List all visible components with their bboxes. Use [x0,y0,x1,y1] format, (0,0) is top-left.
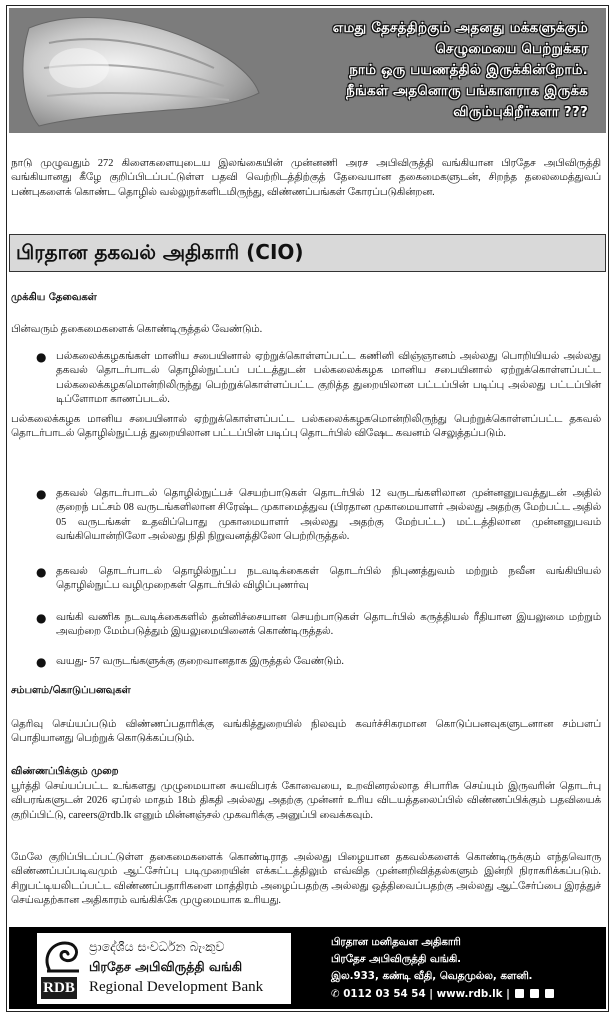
banner-line: விரும்புகிறீர்களா ??? [453,104,588,120]
banner-line: செழுமையை பெற்றுக்கர [435,41,588,57]
requirements-lead: பின்வரும் தகைமைகளைக் கொண்டிருத்தல் வேண்டும். [11,324,263,335]
requirement-item: வயது- 57 வருடங்களுக்கு குறைவானதாக இருத்தல் வேண்டும். [56,656,344,667]
requirement-item: தகவல் தொடர்பாடல் தொழில்நுட்பச் செயற்பாடுகள் தொடர்பில் 12 வருடங்களிலான முன்னனுபவத்துடன் அதில் குறைந் பட்சம் 08 வருடங்களிலான சிரேஷ்ட முகாமைத்துவ (பிரதான முகாமையாளர் அல்லது அதற்கு மேற்பட்ட அதில் 05 வருடங்கள் உதவிப்பொது முகாமையாளர் அல்லது அதற்கு மேற்பட்ட) மட்டத்திலான முன்னனுபவம் வங்கியொன்றிலோ அல்லது நிதி நிறுவனத்திலோ பெற்றிருத்தல். [56,488,601,542]
address-line: இல.933, கண்டி வீதி, வெதமுல்ல, களனி. [331,970,533,982]
separator: | [429,988,437,1000]
logo-tamil: பிரதேச அபிவிருத்தி வங்கி [89,959,243,974]
position-title: பிரதான தகவல் அதிகாரி (CIO) [16,240,304,264]
address-line: பிரதான மனிதவள அதிகாரி [331,936,461,948]
rdb-logo [37,933,291,1004]
phone-number: 0112 03 54 54 [343,988,426,1000]
facebook-icon[interactable] [515,989,524,998]
contact-line [331,988,554,1000]
bullet-dot: ● [36,611,47,625]
logo-abbr: RDB [41,977,77,999]
bullet-dot: ● [36,655,47,669]
website-link[interactable]: www.rdb.lk [436,988,503,1000]
bullet-dot: ● [36,350,47,364]
requirements-heading: முக்கிய தேவைகள் [11,292,97,303]
logo-sinhala: ප්‍රාදේශීය සංවර්ධන බැංකුව [89,939,225,954]
banner-line: நீங்கள் அதனொரு பங்காளராக இருக்க [346,83,588,99]
position-title-box [9,234,606,272]
banner [9,8,606,133]
salary-text: தெரிவு செய்யப்படும் விண்ணப்பதாரிக்கு வங்கித்துறையில் நிலவும் கவர்ச்சிகரமான கொடுப்பனவுகளுடனான சம்பளப் பொதியானது பெற்றுக் கொடுக்கப்படும். [11,719,601,745]
bullet-dot: ● [36,487,47,501]
logo-english: Regional Development Bank [89,979,264,995]
banner-text [208,18,588,123]
apply-heading: விண்ணப்பிக்கும் முறை [11,766,119,777]
footer [9,927,606,1009]
requirements-note: பல்கலைக்கழக மானிய சபையினால் ஏற்றுக்கொள்ளப்பட்ட பல்கலைக்கழகமொன்றிலிருந்து பெற்றுக்கொள்ளப்பட்ட தகவல் தொடர்பாடல் தொழில்நுட்பத் துறையிலான பட்டப்பின் படிப்பு தொடர்பில் விஷேட கவனம் செலுத்தப்படும். [11,414,601,440]
bullet-dot: ● [36,565,47,579]
apply-text: பூர்த்தி செய்யப்பட்ட உங்களது முழுமையான சுயவிபரக் கோவையை, உறவினரல்லாத சிபாரிசு செய்யும் இருவரின் தொடர்பு விபரங்களுடன் 2026 ஏப்ரல் மாதம் 18ம் திகதி அல்லது அதற்கு முன்னர் உரிய விடயத்தலைப்பில் விண்ணப்பிக்கும் பதவியைக் குறிப்பிட்டு, careers@rdb.lk எனும் மின்னஞ்சல் முகவரிக்கு அனுப்பி வைக்கவும். [11,781,601,821]
banner-line: நாம் ஒரு பயணத்தில் இருக்கின்றோம். [349,62,588,78]
disclaimer-text: மேலே குறிப்பிடப்பட்டுள்ள தகைமைகளைக் கொண்டிராத அல்லது பிழையான தகவல்களைக் கொண்டிருக்கும் எந்தவொரு விண்ணப்பப்படிவமும் ஆட்சேர்ப்பு படிமுறையின் எக்கட்டத்திலும் எவ்வித முன்னறிவித்தல்களும் இன்றி நிராகரிக்கப்படும். சிறுபட்டியலிடப்பட்ட விண்ணப்பதாரிகளை மாத்திரம் அழைப்பதற்கு அல்லது ஒத்திவைப்பதற்கு அல்லது ஆட்சேர்ப்பை இரத்துச் செய்வதற்கான அதிகாரம் வங்கிக்கே முழுமையாக உரியது. [11,852,601,906]
salary-heading: சம்பளம்/கொடுப்பனவுகள் [11,685,131,696]
phone-icon: ✆ [331,988,340,1000]
rdb-swirl-icon [41,937,83,977]
address-line: பிரதேச அபிவிருத்தி வங்கி. [331,953,462,965]
twitter-icon[interactable] [530,989,539,998]
requirement-item: பல்கலைக்கழகங்கள் மானிய சபையினால் ஏற்றுக்கொள்ளப்பட்ட கணினி விஞ்ஞானம் அல்லது பொறியியல் அல்லது தகவல் தொடர்பாடல் தொழில்நுட்பப் பட்டத்துடன் பல்கலைக்கழக மானிய சபையினால் ஏற்றுக்கொள்ளப்பட்ட பல்கலைக்கழகமொன்றிலிருந்து பெற்றுக்கொள்ளப்பட்ட குறித்த துறையிலான பட்டப்பின் படிப்பு அல்லது பட்டப்பின் டிப்ளோமா காணப்படல். [56,351,601,405]
separator: | [506,988,514,1000]
youtube-icon[interactable] [545,989,554,998]
intro-paragraph: நாடு முழுவதும் 272 கிளைகளையுடைய இலங்கையின் முன்னணி அரச அபிவிருத்தி வங்கியான பிரதேச அபிவிருத்தி வங்கியானது கீழே குறிப்பிடப்பட்டுள்ள பதவி வெற்றிடத்திற்குத் தேவையான தகைமைகளுடன், சிறந்த தலைமைத்துவப் பண்புகளைக் கொண்ட தொழில் வல்லுநர்களிடமிருந்து, விண்ணப்பங்கள் கோரப்படுகின்றன. [11,158,601,198]
requirement-item: வங்கி வணிக நடவடிக்கைகளில் தன்னிச்சையான செயற்பாடுகள் தொடர்பில் கருத்தியல் ரீதியான இயலுமை மற்றும் அவற்றை மேம்படுத்தும் இயலுமையினைக் கொண்டிருத்தல். [56,612,601,638]
requirement-item: தகவல் தொடர்பாடல் தொழில்நுட்ப நடவடிக்கைகள் தொடர்பில் நிபுணத்துவம் மற்றும் நவீன வங்கியியல் தொழில்நுட்ப வழிமுறைகள் தொடர்பில் விழிப்புணர்வு [56,566,601,592]
banner-line: எமது தேசத்திற்கும் அதனது மக்களுக்கும் [332,20,588,36]
